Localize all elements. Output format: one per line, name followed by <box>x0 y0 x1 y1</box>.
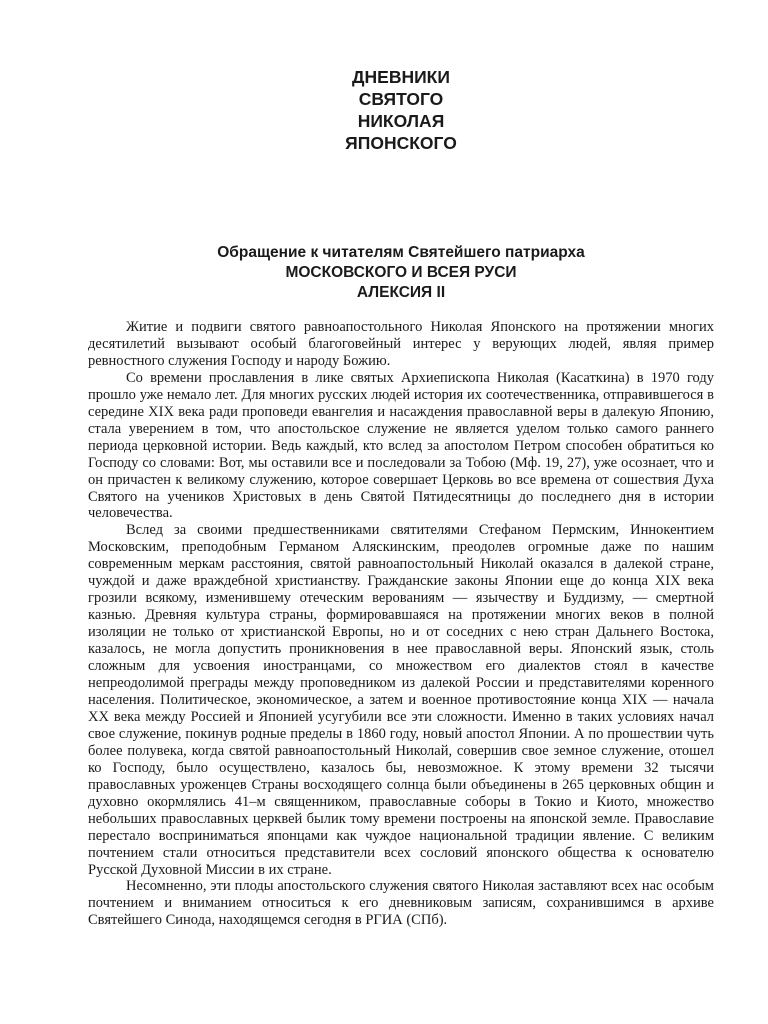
paragraph: Житие и подвиги святого равноапостольного Николая Японского на протяжении многих десятилетий вызывают особый благоговейный интерес у верующих людей, являя пример ревностного служения Господу и народу Божию. <box>88 319 714 369</box>
body-text <box>88 319 714 929</box>
section-heading <box>88 243 714 303</box>
title-line: ДНЕВНИКИ <box>352 67 450 87</box>
document-page <box>88 66 714 929</box>
heading-line: МОСКОВСКОГО И ВСЕЯ РУСИ <box>285 264 517 281</box>
heading-line: Обращение к читателям Святейшего патриарха <box>217 244 585 261</box>
paragraph: Вслед за своими предшественниками святителями Стефаном Пермским, Иннокентием Московским, преподобным Германом Аляскинским, преодолев огромные даже по нашим современным меркам расстояния, святой равноапостольный Николай оказался в далекой стране, чуждой и даже враждебной христианству. Гражданские законы Японии еще до конца XIX века грозили всякому, изменившему отеческим верованиям — язычеству и Буддизму, — смертной казнью. Древняя культура страны, формировавшаяся на протяжении многих веков в полной изоляции не только от христианской Европы, но и от соседних с нею стран Дальнего Востока, казалось, не могла допустить проникновения в нее православной веры. Японский язык, столь сложным для усвоения иностранцами, со множеством его диалектов стоял в качестве непреодолимой преграды между проповедником из далекой России и представителями коренного населения. Политическое, экономическое, а затем и военное противостояние конца XIX — начала XX века между Россией и Японией усугубили все эти сложности. Именно в таких условиях начал свое служение, покинув родные пределы в 1860 году, новый апостол Японии. А по прошествии чуть более полувека, когда святой равноапостольный Николай, совершив свое земное служение, отошел ко Господу, было осуществлено, казалось бы, невозможное. К этому времени 32 тысячи православных уроженцев Страны восходящего солнца были объединены в 265 церковных общин и духовно окормлялись 41–м священником, православные соборы в Токио и Киото, множество небольших православных церквей былик тому времени построены на японской земле. Православие перестало восприниматься японцами как чуждое национальной традиции явление. С великим почтением стали относиться представители всех сословий японского общества к основателю Русской Духовной Миссии в их стране. <box>88 522 714 878</box>
title-line: НИКОЛАЯ <box>357 111 445 131</box>
document-title <box>88 66 714 154</box>
heading-line: АЛЕКСИЯ II <box>356 284 446 301</box>
paragraph: Несомненно, эти плоды апостольского служения святого Николая заставляют всех нас особым почтением и вниманием относиться к его дневниковым записям, сохранившимся в архиве Святейшего Синода, находящемся сегодня в РГИА (СПб). <box>88 878 714 929</box>
paragraph: Со времени прославления в лике святых Архиепископа Николая (Касаткина) в 1970 году прошло уже немало лет. Для многих русских людей история их соотечественника, отправившегося в середине XIX века ради проповеди евангелия и насаждения православной веры в далекую Японию, стала уверением в том, что апостольское служение не является уделом только самого раннего периода церковной истории. Ведь каждый, кто вслед за апостолом Петром способен обратиться ко Господу со словами: Вот, мы оставили все и последовали за Тобою (Мф. 19, 27), уже осознает, что и он причастен к великому служению, которое совершает Церковь во все времена от сошествия Духа Святого на учеников Христовых в день Святой Пятидесятницы до последнего дня в истории человечества. <box>88 369 714 522</box>
title-line: СВЯТОГО <box>358 89 444 109</box>
title-line: ЯПОНСКОГО <box>345 133 457 153</box>
